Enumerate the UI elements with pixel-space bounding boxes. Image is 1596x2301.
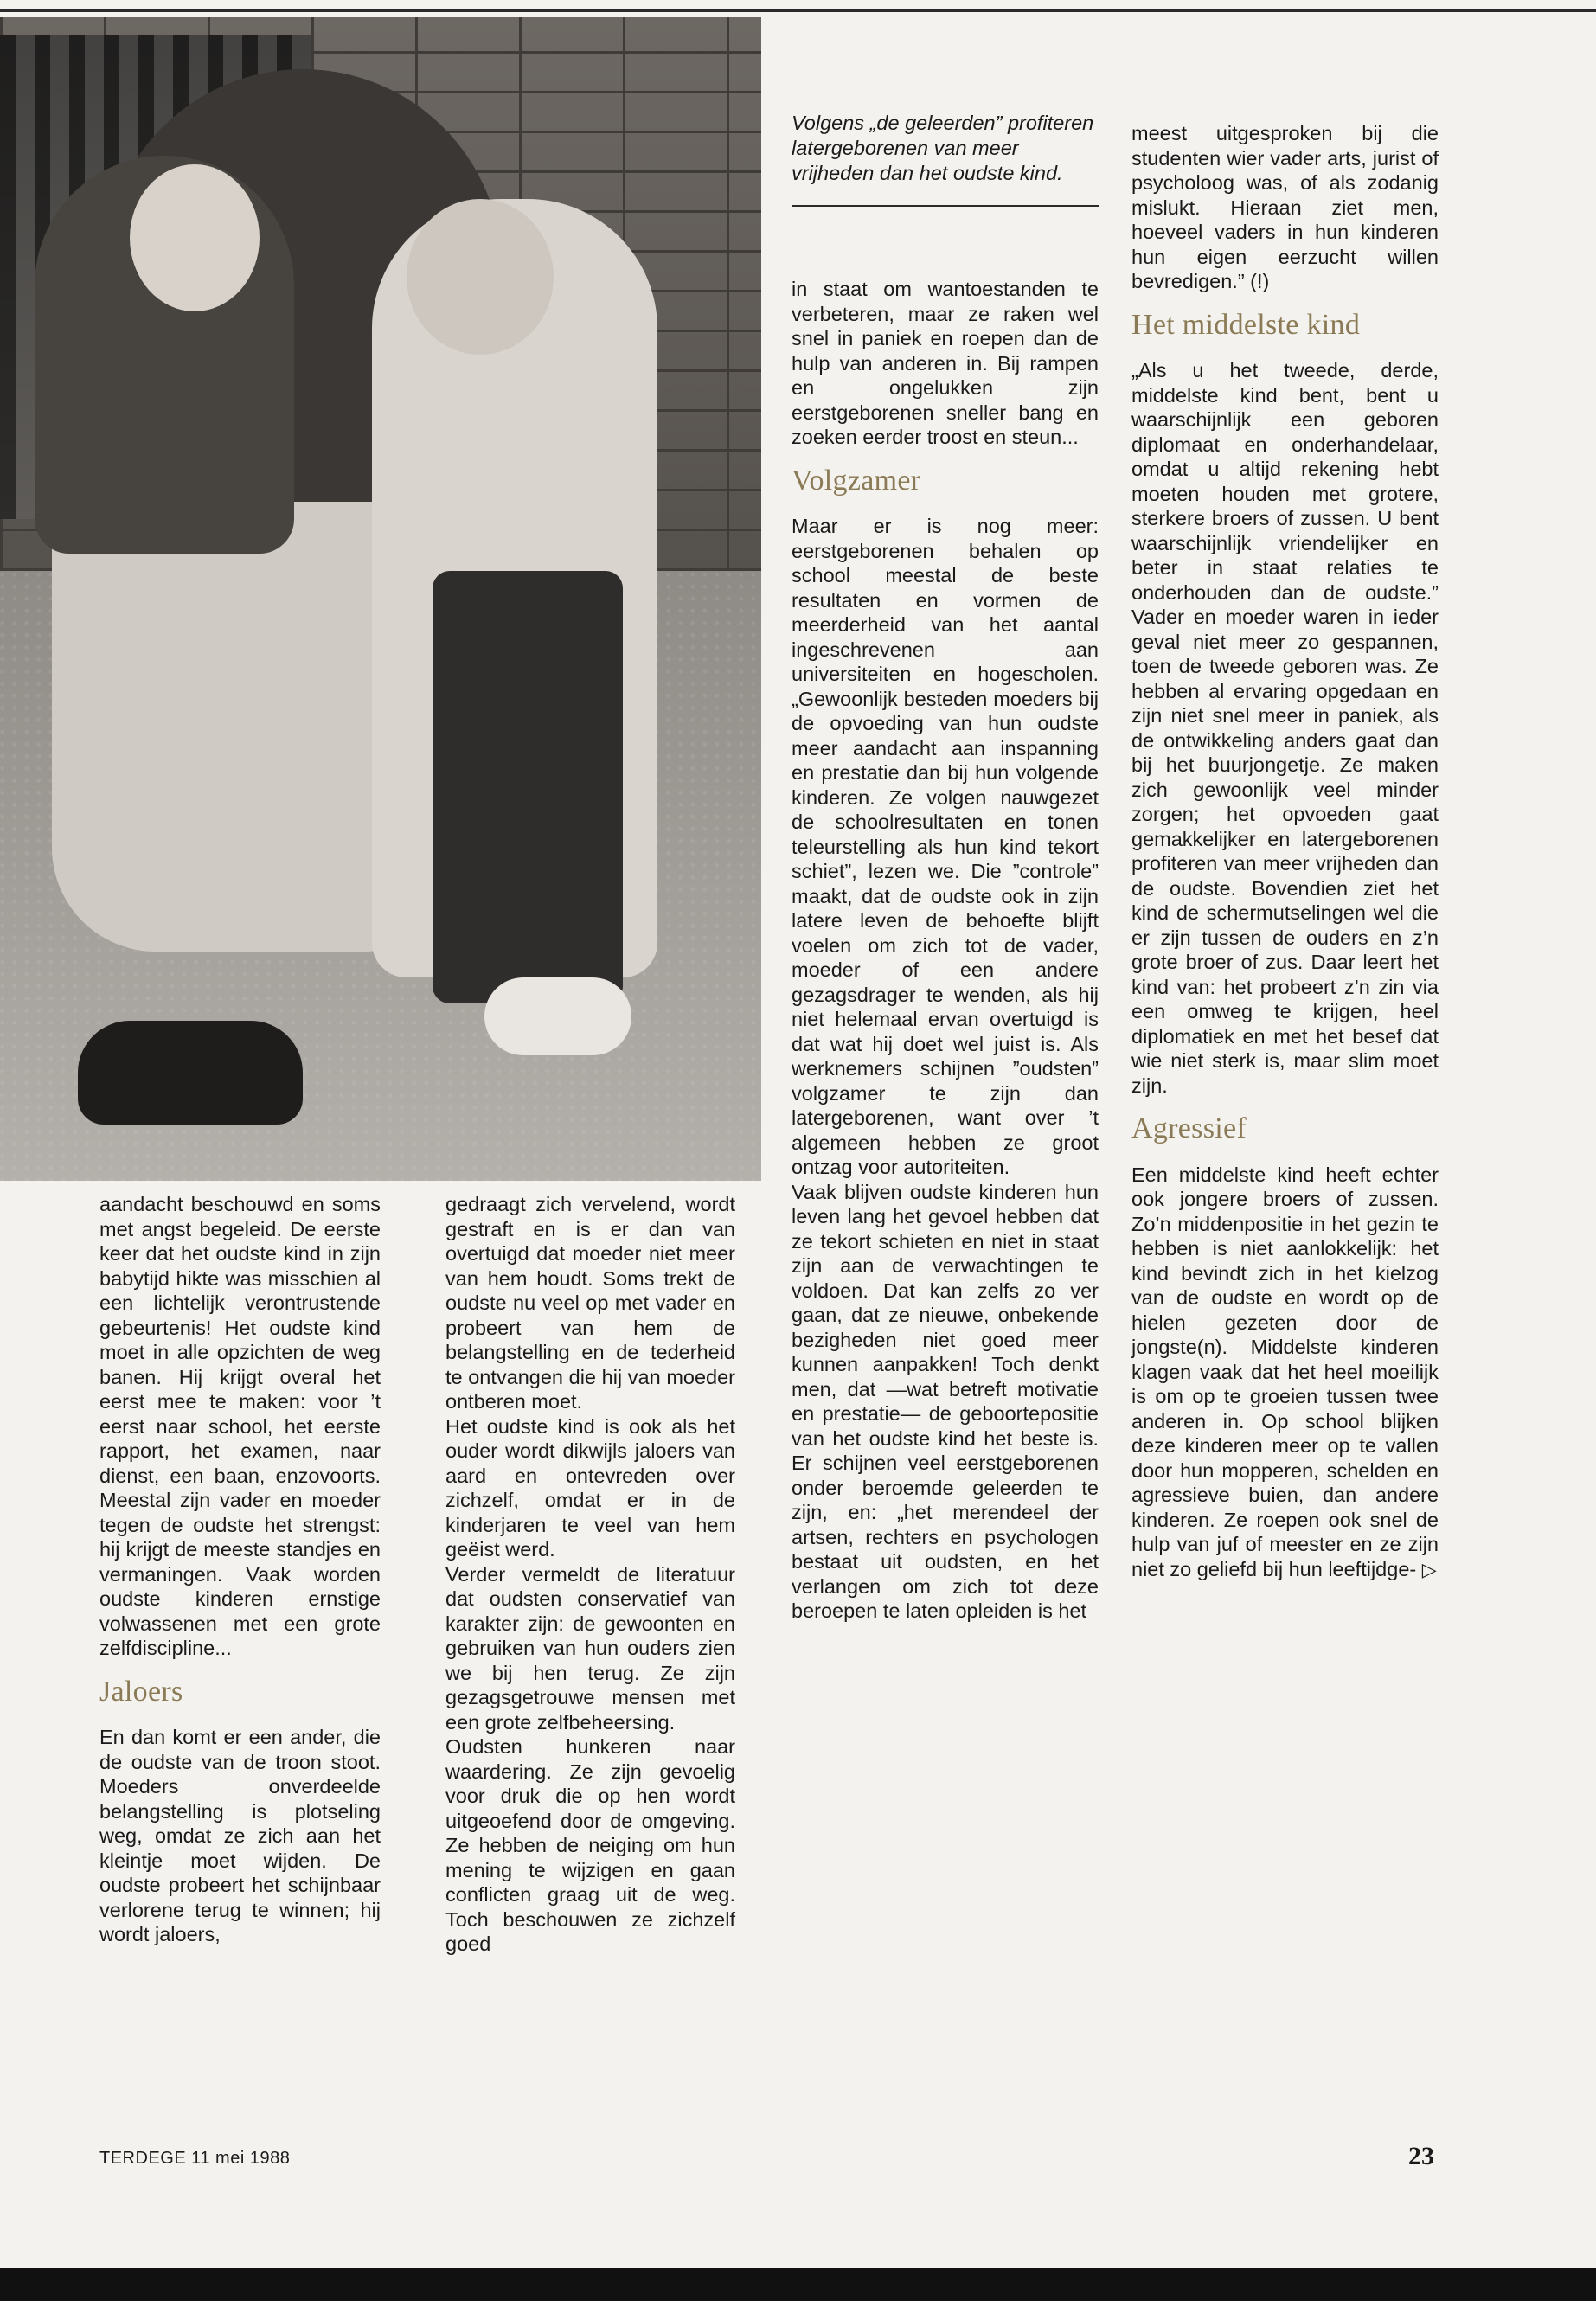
col1-paragraph: aandacht beschouwd en soms met angst begeleid. De eerste keer dat het oudste kind in zijn babytijd hikte was misschien al een lichtelijk verontrustende gebeurtenis! Het oudste kind moet in alle opzichten de weg banen. Hij krijgt overal het eerst mee te maken: voor ’t eerst naar school, het eerste rapport, het examen, naar dienst, een baan, enzovoorts. Meestal zijn vader en moeder tegen de oudste het strengst: hij krijgt de meeste standjes en vermaningen. Vaak worden oudste kinderen ernstige volwassenen met een grote zelfdiscipline... bbox=[99, 1193, 381, 1659]
photo-toddler-head bbox=[130, 164, 260, 311]
column-3 bbox=[792, 277, 1099, 1624]
col3-paragraph: in staat om wantoestanden te verbeteren, maar ze raken wel snel in paniek en roepen dan de hulp van anderen in. Bij rampen en ongelukken zijn eerstgeborenen sneller bang en zoeken eerder troost en steun... bbox=[792, 278, 1099, 448]
col4-paragraph bbox=[1131, 1163, 1439, 1583]
footer-magazine-date: TERDEGE 11 mei 1988 bbox=[99, 2149, 291, 2168]
col3-paragraph: Vaak blijven oudste kinderen hun leven lang het gevoel hebben dat ze tekort schieten en niet in staat zijn aan de verwachtingen te voldoen. Dat kan zelfs zo ver gaan, dat ze nieuwe, onbekende bezigheden niet goed meer kunnen aanpakken! Toch denkt men, dat —wat betreft motivatie en prestatie— de geboortepositie van het oudste kind het beste is. Er schijnen veel eerstgeborenen onder beroemde geleerden te zijn, en: „het merendeel der artsen, rechters en psychologen bestaat uit oudsten, en het verlangen om zich tot deze beroepen te laten opleiden is het bbox=[792, 1180, 1099, 1622]
photo-mother-with-children bbox=[0, 17, 761, 1181]
continue-arrow-icon: ▷ bbox=[1421, 1558, 1437, 1580]
col3-paragraph: Maar er is nog meer: eerstgeborenen behalen op school meestal de beste resultaten en vormen de meerderheid van het aantal ingeschrevenen aan universiteiten en hogescholen. „Gewoonlijk besteden moeders bij de opvoeding van hun oudste meer aandacht aan inspanning en prestatie dan bij hun volgende kinderen. Ze volgen nauwgezet de schoolresultaten en tonen teleurstelling als hun kind tekort schiet”, lezen we. Die ”controle” maakt, dat de oudste ook in zijn latere leven de behoefte blijft voelen om zich tot de vader, moeder of een andere gezagsdrager te wenden, als hij niet helemaal ervan overtuigd is dat wat hij doet wel juist is. Als werknemers schijnen ”oudsten” volgzamer te zijn dan latergeborenen, want over ’t algemeen hebben ze groot ontzag voor autoriteiten. bbox=[792, 515, 1099, 1178]
column-2 bbox=[445, 1192, 735, 1957]
col2-paragraph: Oudsten hunkeren naar waardering. Ze zijn gevoelig voor druk die op hen wordt uitgeoefend door de omgeving. Ze hebben de neiging om hun mening te wijzigen en gaan conflicten graag uit de weg. Toch beschouwen ze zichzelf goed bbox=[445, 1735, 735, 1955]
col4-paragraph: meest uitgesproken bij die studenten wier vader arts, jurist of psycholoog was, of als zodanig mislukt. Hieraan ziet men, hoeveel vaders in hun kinderen hun eigen eerzucht willen bevredigen.” (!) bbox=[1131, 122, 1439, 292]
col1-paragraph: En dan komt er een ander, die de oudste van de troon stoot. Moeders onverdeelde belangstelling is plotseling weg, omdat ze zich aan het kleintje moet wijden. De oudste probeert het schijnbaar verlorene terug te winnen; hij wordt jaloers, bbox=[99, 1726, 381, 1945]
col4-paragraph: „Als u het tweede, derde, middelste kind bent, bent u waarschijnlijk een geboren diplomaat en onderhandelaar, omdat u altijd rekening hebt moeten houden met grotere, sterkere broers of zussen. U bent waarschijnlijk vriendelijker en beter in staat relaties te onderhouden dan de oudste.” Vader en moeder waren in ieder geval niet meer zo gespannen, toen de tweede geboren was. Ze hebben al ervaring opgedaan en zijn niet snel meer in paniek, als de ontwikkeling anders gaat dan bij het buurjongetje. Ze maken zich gewoonlijk veel minder zorgen; het opvoeden gaat gemakkelijker en latergeborenen profiteren van meer vrijheden dan de oudste. Bovendien ziet het kind de schermutselingen wel die er zijn tussen de ouders en z’n grote broer of zus. Daar leert het kind van: het probeert z’n zin via een omweg te krijgen, heel diplomatiek en met het besef dat wie niet sterk is, maar slim moet zijn. bbox=[1131, 359, 1439, 1097]
photo-sock bbox=[484, 977, 631, 1055]
photo-boy-jeans bbox=[433, 571, 623, 1003]
subheading-het-middelste-kind: Het middelste kind bbox=[1131, 308, 1361, 341]
col2-paragraph: Verder vermeldt de literatuur dat oudsten conservatief van karakter zijn: de gewoonten en gebruiken van hun ouders zien we bij hen terug. Ze zijn gezagsgetrouwe mensen met een grote zelfbeheersing. bbox=[445, 1562, 735, 1734]
column-1 bbox=[99, 1192, 381, 1947]
bottom-scan-edge bbox=[0, 2268, 1596, 2301]
subheading-jaloers: Jaloers bbox=[99, 1675, 183, 1708]
photo-boy-head bbox=[407, 199, 554, 355]
top-rule bbox=[0, 9, 1596, 12]
col2-paragraph: gedraagt zich vervelend, wordt gestraft en is er dan van overtuigd dat moeder niet meer van hem houdt. Soms trekt de oudste nu veel op met vader en probeert van hem de belangstelling en de tederheid te ontvangen die hij van moeder ontberen moet. bbox=[445, 1193, 735, 1413]
column-4 bbox=[1131, 121, 1439, 1582]
page-number: 23 bbox=[1408, 2142, 1434, 2170]
subheading-agressief: Agressief bbox=[1131, 1112, 1247, 1144]
col2-paragraph: Het oudste kind is ook als het ouder wordt dikwijls jaloers van aard en ontevreden over zichzelf, omdat er in de kinderjaren te veel van hem geëist werd. bbox=[445, 1414, 735, 1561]
subheading-volgzamer: Volgzamer bbox=[792, 464, 921, 497]
pull-quote: Volgens „de geleerden” profiteren latergeborenen van meer vrijheden dan het oudste kind. bbox=[792, 111, 1099, 207]
photo-shoe bbox=[78, 1021, 303, 1125]
col4-last-paragraph-text: Een middelste kind heeft echter ook jongere broers of zussen. Zo’n middenpositie in het gezin te hebben is niet aanlokkelijk: het kind bevindt zich in het kielzog van de oudste en wordt op de hielen gezeten door de jongste(n). Middelste kinderen klagen vaak dat het heel moeilijk is om op te groeien tussen twee anderen in. Op school blijken deze kinderen meer op te vallen door hun mopperen, schelden en agressieve buien, dan andere kinderen. Ze roepen ook snel de hulp van juf of meester en ze zijn niet zo geliefd bij hun leeftijdge- bbox=[1131, 1163, 1439, 1580]
